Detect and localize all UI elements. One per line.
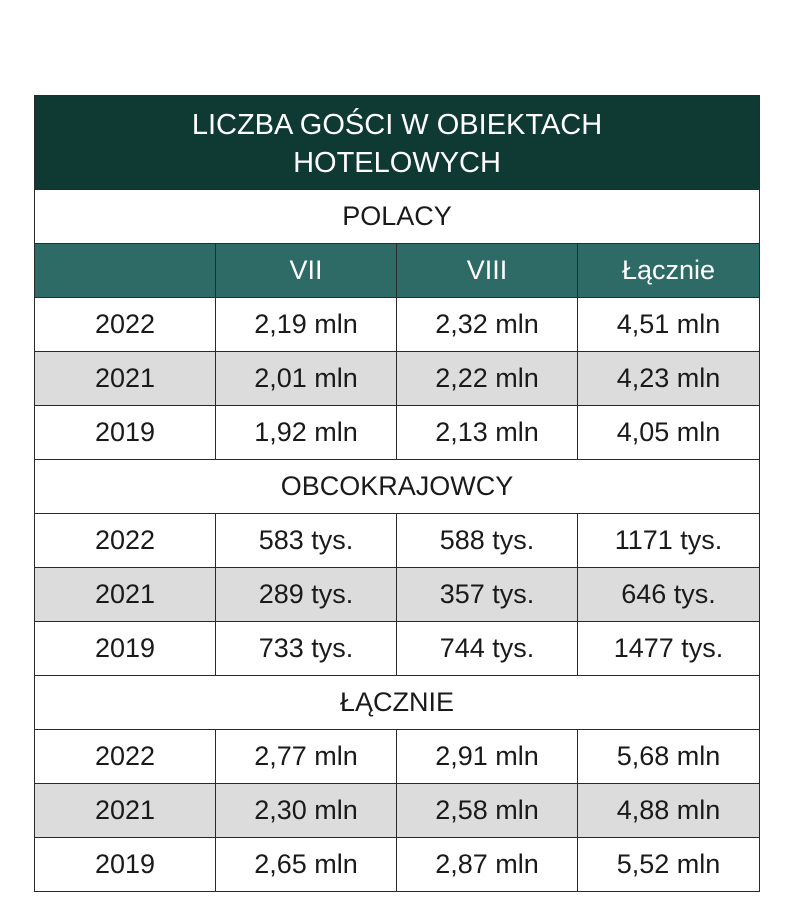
cell-vii: 2,30 mln [216,784,397,838]
cell-year: 2022 [35,514,216,568]
cell-year: 2019 [35,406,216,460]
cell-total: 4,88 mln [578,784,760,838]
cell-total: 4,23 mln [578,352,760,406]
cell-vii: 2,65 mln [216,838,397,892]
table-row [35,352,760,406]
cell-vii: 1,92 mln [216,406,397,460]
cell-total: 4,05 mln [578,406,760,460]
cell-viii: 2,87 mln [397,838,578,892]
cell-viii: 357 tys. [397,568,578,622]
column-header-vii: VII [216,244,397,298]
cell-total: 4,51 mln [578,298,760,352]
cell-total: 1477 tys. [578,622,760,676]
cell-total: 5,68 mln [578,730,760,784]
cell-year: 2021 [35,568,216,622]
cell-vii: 583 tys. [216,514,397,568]
cell-vii: 2,19 mln [216,298,397,352]
hotel-guests-table [34,95,760,892]
cell-year: 2019 [35,838,216,892]
cell-year: 2019 [35,622,216,676]
guests-table-container [34,95,759,892]
column-header-row [35,244,760,298]
cell-year: 2021 [35,352,216,406]
cell-viii: 588 tys. [397,514,578,568]
cell-viii: 2,58 mln [397,784,578,838]
cell-viii: 2,32 mln [397,298,578,352]
table-row [35,514,760,568]
cell-viii: 2,22 mln [397,352,578,406]
section-heading-lacznie: ŁĄCZNIE [35,676,760,730]
table-row [35,406,760,460]
table-title [35,96,760,190]
table-row [35,730,760,784]
cell-total: 5,52 mln [578,838,760,892]
cell-year: 2022 [35,298,216,352]
cell-viii: 2,91 mln [397,730,578,784]
cell-year: 2021 [35,784,216,838]
cell-viii: 2,13 mln [397,406,578,460]
section-heading-obcokrajowcy: OBCOKRAJOWCY [35,460,760,514]
cell-viii: 744 tys. [397,622,578,676]
column-header-viii: VIII [397,244,578,298]
table-row [35,568,760,622]
table-row [35,784,760,838]
column-header-total: Łącznie [578,244,760,298]
section-heading-polacy: POLACY [35,190,760,244]
column-header-year [35,244,216,298]
table-row [35,838,760,892]
cell-total: 1171 tys. [578,514,760,568]
cell-vii: 2,01 mln [216,352,397,406]
cell-total: 646 tys. [578,568,760,622]
table-row [35,298,760,352]
cell-vii: 289 tys. [216,568,397,622]
cell-year: 2022 [35,730,216,784]
cell-vii: 733 tys. [216,622,397,676]
table-row [35,622,760,676]
cell-vii: 2,77 mln [216,730,397,784]
table-title-line2: HOTELOWYCH [293,146,501,179]
table-title-line1: LICZBA GOŚCI W OBIEKTACH [191,108,603,141]
